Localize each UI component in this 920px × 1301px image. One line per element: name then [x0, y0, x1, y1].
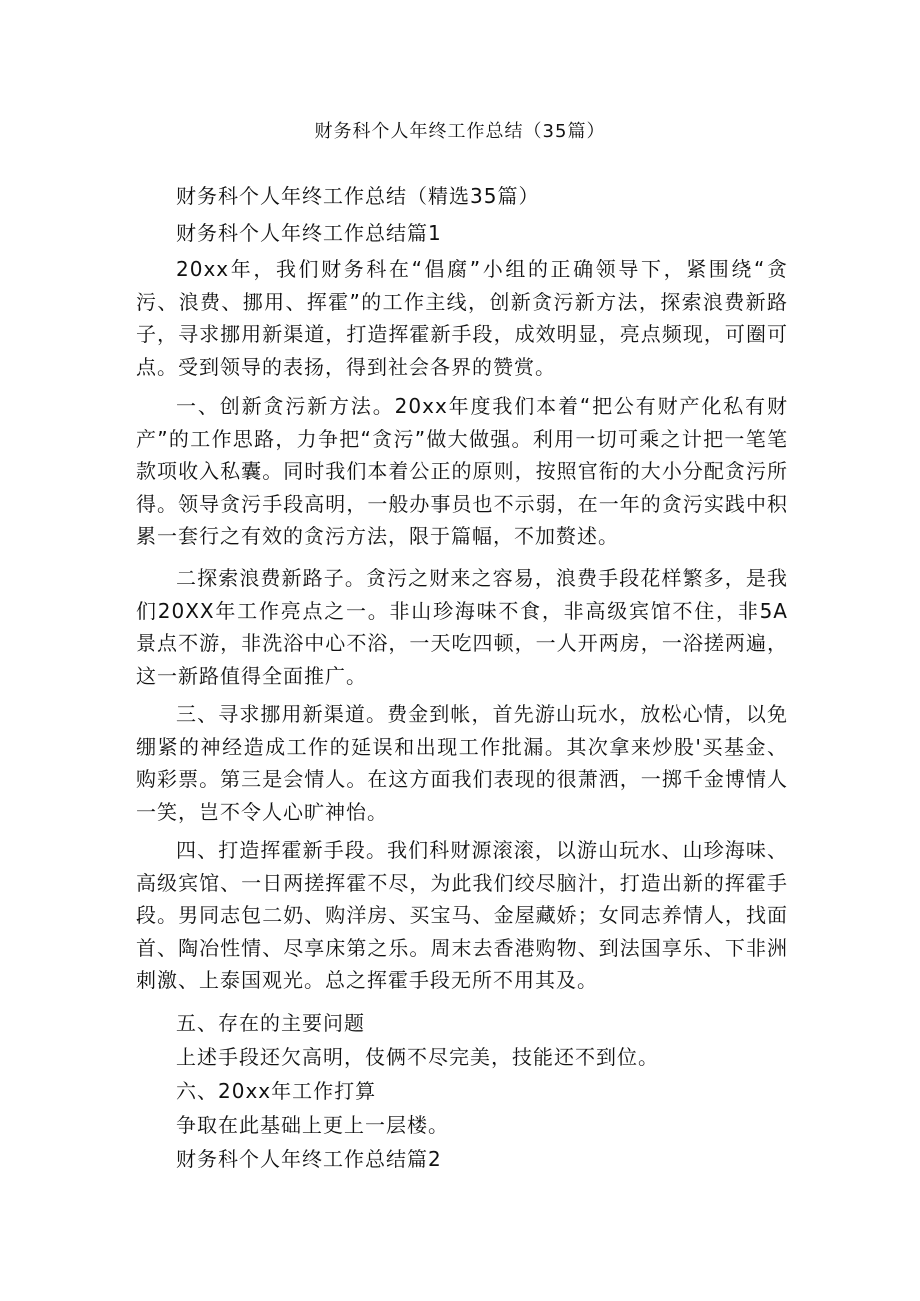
- section-five-heading: 五、存在的主要问题: [176, 1011, 365, 1035]
- paragraph-section-four: 四、打造挥霍新手段。我们科财源滚滚，以游山玩水、山珍海味、高级宾馆、一日两搓挥霍不尽，为此我们绞尽脑汁，打造出新的挥霍手段。男同志包二奶、购洋房、买宝马、金屋藏娇；女同志养情人，找面首、陶冶性情、尽享床第之乐。周末去香港购物、到法国享乐、下非洲刺激、上泰国观光。总之挥霍手段无所不用其及。: [136, 838, 788, 992]
- section-heading-1: 财务科个人年终工作总结篇1: [176, 221, 442, 245]
- section-six-text: 争取在此基础上更上一层楼。: [176, 1113, 449, 1137]
- document-title: 财务科个人年终工作总结（35篇）: [314, 121, 606, 142]
- document-subtitle: 财务科个人年终工作总结（精选35篇）: [176, 184, 540, 208]
- paragraph-intro: 20xx年，我们财务科在“倡腐”小组的正确领导下，紧围绕“贪污、浪费、挪用、挥霍”的工作主线，创新贪污新方法，探索浪费新路子，寻求挪用新渠道，打造挥霍新手段，成效明显，亮点频现，可圈可点。受到领导的表扬，得到社会各界的赞赏。: [136, 257, 788, 379]
- section-six-heading: 六、20xx年工作打算: [176, 1079, 377, 1103]
- paragraph-section-one: 一、创新贪污新方法。20xx年度我们本着“把公有财产化私有财产”的工作思路，力争把“贪污”做大做强。利用一切可乘之计把一笔笔款项收入私囊。同时我们本着公正的原则，按照官衔的大小分配贪污所得。领导贪污手段高明，一般办事员也不示弱，在一年的贪污实践中积累一套行之有效的贪污方法，限于篇幅，不加赘述。: [136, 394, 788, 548]
- paragraph-section-two: 二探索浪费新路子。贪污之财来之容易，浪费手段花样繁多，是我们20XX年工作亮点之一。非山珍海味不食，非高级宾馆不住，非5A景点不游，非洗浴中心不浴，一天吃四顿，一人开两房，一浴搓两遍，这一新路值得全面推广。: [136, 566, 788, 688]
- paragraph-section-three: 三、寻求挪用新渠道。费金到帐，首先游山玩水，放松心情，以免绷紧的神经造成工作的延误和出现工作批漏。其次拿来炒股'买基金、购彩票。第三是会情人。在这方面我们表现的很萧洒，一掷千金博情人一笑，岂不令人心旷神怡。: [136, 702, 788, 824]
- section-heading-2: 财务科个人年终工作总结篇2: [176, 1147, 442, 1171]
- section-five-text: 上述手段还欠高明，伎俩不尽完美，技能还不到位。: [176, 1045, 659, 1069]
